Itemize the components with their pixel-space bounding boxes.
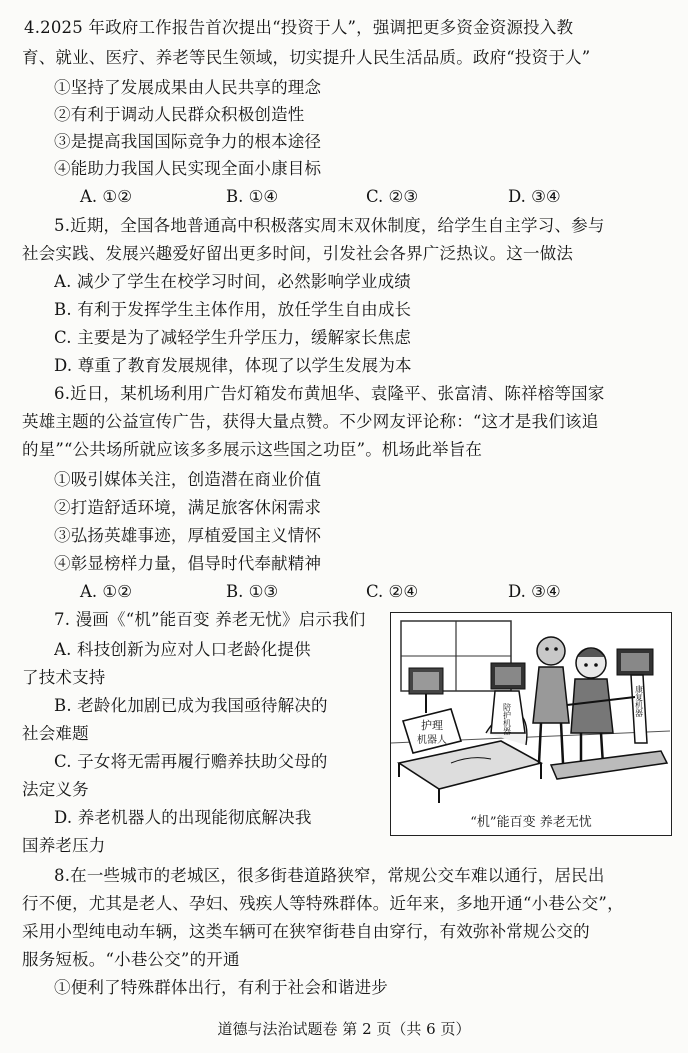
q6-item-1: ①吸引媒体关注，创造潜在商业价值	[54, 470, 322, 489]
page-footer: 道德与法治试题卷 第 2 页（共 6 页）	[217, 1020, 471, 1038]
q4-item-3: ③是提高我国国际竞争力的根本途径	[54, 132, 322, 151]
q7-option-a-line-1: A. 科技创新为应对人口老龄化提供	[54, 640, 311, 659]
q7-option-c-line-1: C. 子女将无需再履行赡养扶助父母的	[54, 752, 328, 771]
q4-option-d: D. ③④	[508, 187, 561, 206]
q8-item-1: ①便利了特殊群体出行，有利于社会和谐进步	[54, 978, 388, 997]
q4-item-4: ④能助力我国人民实现全面小康目标	[54, 159, 322, 178]
cartoon-illustration	[391, 613, 670, 813]
q6-option-b: B. ①③	[226, 582, 279, 601]
q8-stem-line-3: 采用小型纯电动车辆，这类车辆可在狭窄街巷自由穿行，有效弥补常规公交的	[22, 922, 590, 941]
q7-option-d-line-1: D. 养老机器人的出现能彻底解决我	[54, 808, 312, 827]
q4-option-a: A. ①②	[80, 187, 132, 206]
q7-option-c-line-2: 法定义务	[22, 780, 89, 799]
q6-option-d: D. ③④	[508, 582, 561, 601]
side-label-2: 康复机器	[634, 685, 644, 717]
q8-stem-line-2: 行不便，尤其是老人、孕妇、残疾人等特殊群体。近年来，多地开通“小巷公交”，	[22, 894, 624, 913]
q5-option-d: D. 尊重了教育发展规律，体现了以学生发展为本	[54, 356, 412, 375]
q7-option-b-line-1: B. 老龄化加剧已成为我国亟待解决的	[54, 696, 328, 715]
robot-label-1: 护理	[421, 719, 443, 732]
q6-item-2: ②打造舒适环境，满足旅客休闲需求	[54, 498, 322, 517]
side-label-1: 陪护机器	[502, 703, 512, 735]
robot-label-2: 机器人	[417, 735, 447, 746]
q4-stem-line-2: 育、就业、医疗、养老等民生领域，切实提升人民生活品质。政府“投资于人”	[22, 48, 591, 67]
q4-item-2: ②有利于调动人民群众积极创造性	[54, 105, 305, 124]
q5-option-c: C. 主要是为了减轻学生升学压力，缓解家长焦虑	[54, 328, 412, 347]
q8-stem-line-4: 服务短板。“小巷公交”的开通	[22, 950, 240, 969]
q5-stem-line-2: 社会实践、发展兴趣爱好留出更多时间，引发社会各界广泛热议。这一做法	[22, 244, 574, 263]
q4-stem-line-1: 4.2025 年政府工作报告首次提出“投资于人”，强调把更多资金资源投入教	[24, 18, 574, 37]
q4-option-c: C. ②③	[366, 187, 419, 206]
cartoon-figure	[390, 612, 672, 836]
q6-stem-line-3: 的星”“公共场所就应该多多展示这些国之功臣”。机场此举旨在	[22, 440, 483, 459]
q4-option-b: B. ①④	[226, 187, 279, 206]
q8-stem-line-1: 8.在一些城市的老城区，很多街巷道路狭窄，常规公交车难以通行，居民出	[54, 866, 605, 885]
q6-option-c: C. ②④	[366, 582, 419, 601]
q5-option-b: B. 有利于发挥学生主体作用，放任学生自由成长	[54, 300, 412, 319]
cartoon-caption: “机”能百变 养老无忧	[470, 815, 592, 830]
q6-stem-line-2: 英雄主题的公益宣传广告，获得大量点赞。不少网友评论称：“这才是我们该追	[22, 412, 599, 431]
q6-stem-line-1: 6.近日，某机场利用广告灯箱发布黄旭华、袁隆平、张富清、陈祥榕等国家	[54, 384, 605, 403]
q5-stem-line-1: 5.近期，全国各地普通高中积极落实周末双休制度，给学生自主学习、参与	[54, 216, 605, 235]
q7-option-b-line-2: 社会难题	[22, 724, 89, 743]
q7-option-a-line-2: 了技术支持	[22, 668, 106, 687]
q7-stem: 7. 漫画《“机”能百变 养老无忧》启示我们	[54, 610, 366, 629]
q6-item-4: ④彰显榜样力量，倡导时代奉献精神	[54, 554, 322, 573]
q6-item-3: ③弘扬英雄事迹，厚植爱国主义情怀	[54, 526, 322, 545]
q4-item-1: ①坚持了发展成果由人民共享的理念	[54, 78, 322, 97]
q7-option-d-line-2: 国养老压力	[22, 836, 106, 855]
q5-option-a: A. 减少了学生在校学习时间，必然影响学业成绩	[54, 272, 412, 291]
q6-option-a: A. ①②	[80, 582, 132, 601]
